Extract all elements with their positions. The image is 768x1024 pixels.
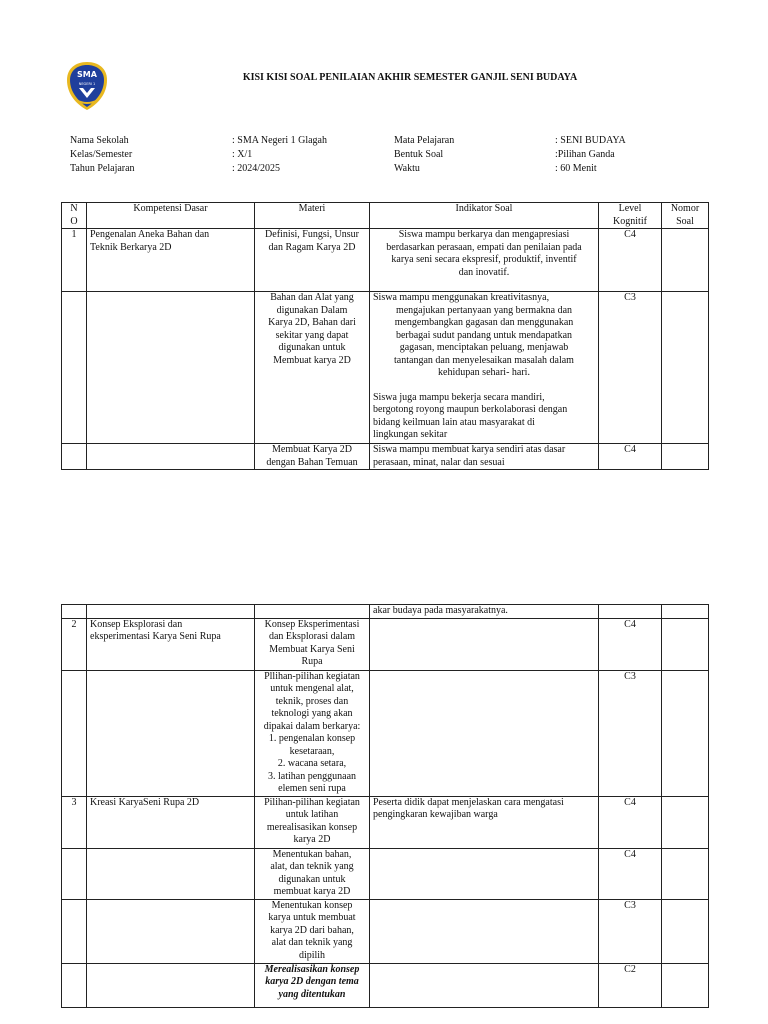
value-tahun-pelajaran: : 2024/2025: [232, 163, 281, 174]
table-row: [62, 796, 709, 848]
materi-cell: Pllihan-pilihan kegiatan untuk mengenal alat, teknik, proses dan teknologi yang akan dipakai dalam berkarya: 1. pengenalan konsep kesetaraan, 2. wacana setara, 3. latihan penggunaan elemen seni rupa: [255, 670, 370, 796]
label-nama-sekolah: Nama Sekolah: [70, 135, 129, 146]
level-cell: C2: [599, 963, 662, 1007]
kompetensi-dasar-cell: Kreasi KaryaSeni Rupa 2D: [87, 796, 255, 848]
row-number: 2: [62, 618, 87, 670]
header-materi: Materi: [255, 203, 370, 229]
kompetensi-dasar-cell: [87, 963, 255, 1007]
header-level-kognitif: Level Kognitif: [599, 203, 662, 229]
table-row: [62, 292, 709, 444]
table-row: [62, 670, 709, 796]
kompetensi-dasar-cell: [87, 292, 255, 444]
kompetensi-dasar-cell: Konsep Eksplorasi dan eksperimentasi Karya Seni Rupa: [87, 618, 255, 670]
kisi-table-page-2: [61, 604, 709, 1008]
kompetensi-dasar-cell: [87, 899, 255, 963]
info-left-values: [232, 134, 327, 176]
level-cell: C4: [599, 229, 662, 292]
kisi-table-page-1: [61, 202, 709, 470]
row-number: 1: [62, 229, 87, 292]
info-left-labels: [70, 134, 135, 176]
label-waktu: Waktu: [394, 163, 420, 174]
label-tahun-pelajaran: Tahun Pelajaran: [70, 163, 135, 174]
value-nama-sekolah: : SMA Negeri 1 Glagah: [232, 135, 327, 146]
nomor-soal-cell: [662, 963, 709, 1007]
indikator-cell: [370, 963, 599, 1007]
level-cell: C3: [599, 292, 662, 444]
document-title: KISI KISI SOAL PENILAIAN AKHIR SEMESTER GANJIL SENI BUDAYA: [242, 72, 578, 83]
row-number: [62, 444, 87, 470]
row-number: [62, 963, 87, 1007]
indikator-cell: Peserta didik dapat menjelaskan cara mengatasi pengingkaran kewajiban warga: [370, 796, 599, 848]
label-mata-pelajaran: Mata Pelajaran: [394, 135, 455, 146]
row-number: 3: [62, 796, 87, 848]
header-indikator-soal: Indikator Soal: [370, 203, 599, 229]
materi-cell: Menentukan bahan, alat, dan teknik yang digunakan untuk membuat karya 2D: [255, 848, 370, 899]
indikator-cell: Siswa mampu menggunakan kreativitasnya, mengajukan pertanyaan yang bermakna dan mengembangkan gagasan dan menggunakan berbagai sudut pandang untuk mendapatkan gagasan, menciptakan peluang, menjawab tantangan dan menyelesaikan masalah dalam kehidupan sehari- hari. Siswa juga mampu bekerja secara mandiri, bergotong royong maupun berkolaborasi dengan bidang keilmuan lain atau masyarakat di lingkungan sekitar: [370, 292, 599, 444]
indikator-cell: Siswa mampu berkarya dan mengapresiasi berdasarkan perasaan, empati dan penilaian pada karya seni secara ekspresif, produktif, inventif dan inovatif.: [370, 229, 599, 292]
level-cell: C3: [599, 670, 662, 796]
indikator-cell: [370, 899, 599, 963]
table-header-row: [62, 203, 709, 229]
indikator-cell: [370, 848, 599, 899]
info-right-values: [555, 134, 626, 176]
materi-cell: Pilihan-pilihan kegiatan untuk latihan merealisasikan konsep karya 2D: [255, 796, 370, 848]
nomor-soal-cell: [662, 848, 709, 899]
level-cell: C4: [599, 618, 662, 670]
materi-cell: Membuat Karya 2D dengan Bahan Temuan: [255, 444, 370, 470]
kompetensi-dasar-cell: [87, 444, 255, 470]
value-bentuk-soal: :Pilihan Ganda: [555, 149, 615, 160]
logo-text: SMA: [77, 70, 97, 79]
kompetensi-dasar-cell: Pengenalan Aneka Bahan dan Teknik Berkarya 2D: [87, 229, 255, 292]
row-number: [62, 292, 87, 444]
table-row: [62, 229, 709, 292]
nomor-soal-cell: [662, 899, 709, 963]
nomor-soal-cell: [662, 292, 709, 444]
header-nomor-soal: Nomor Soal: [662, 203, 709, 229]
label-kelas-semester: Kelas/Semester: [70, 149, 133, 160]
label-bentuk-soal: Bentuk Soal: [394, 149, 444, 160]
table-row: [62, 963, 709, 1007]
header-kompetensi-dasar: Kompetensi Dasar: [87, 203, 255, 229]
level-cell: C4: [599, 444, 662, 470]
materi-cell: Konsep Eksperimentasi dan Eksplorasi dalam Membuat Karya Seni Rupa: [255, 618, 370, 670]
table-row: [62, 899, 709, 963]
level-cell: [599, 605, 662, 619]
table-row: [62, 605, 709, 619]
row-number: [62, 670, 87, 796]
table-row: [62, 618, 709, 670]
table-row: [62, 444, 709, 470]
indikator-cell: akar budaya pada masyarakatnya.: [370, 605, 599, 619]
materi-cell: Bahan dan Alat yang digunakan Dalam Karya 2D, Bahan dari sekitar yang dapat digunakan untuk Membuat karya 2D: [255, 292, 370, 444]
materi-cell: Definisi, Fungsi, Unsur dan Ragam Karya 2D: [255, 229, 370, 292]
value-waktu: : 60 Menit: [555, 163, 597, 174]
nomor-soal-cell: [662, 229, 709, 292]
value-kelas-semester: : X/1: [232, 149, 253, 160]
materi-cell: Menentukan konsep karya untuk membuat karya 2D dari bahan, alat dan teknik yang dipilih: [255, 899, 370, 963]
kompetensi-dasar-cell: [87, 848, 255, 899]
kompetensi-dasar-cell: [87, 670, 255, 796]
header-no: N O: [62, 203, 87, 229]
table-row: [62, 848, 709, 899]
school-logo: [62, 60, 112, 112]
nomor-soal-cell: [662, 605, 709, 619]
nomor-soal-cell: [662, 796, 709, 848]
materi-cell: [255, 605, 370, 619]
info-right-labels: [394, 134, 454, 176]
level-cell: C3: [599, 899, 662, 963]
value-mata-pelajaran: : SENI BUDAYA: [555, 135, 626, 146]
row-number: [62, 605, 87, 619]
nomor-soal-cell: [662, 670, 709, 796]
level-cell: C4: [599, 796, 662, 848]
row-number: [62, 848, 87, 899]
indikator-cell: [370, 670, 599, 796]
nomor-soal-cell: [662, 444, 709, 470]
logo-subtext: NEGERI 1: [78, 82, 96, 86]
nomor-soal-cell: [662, 618, 709, 670]
kompetensi-dasar-cell: [87, 605, 255, 619]
indikator-cell: Siswa mampu membuat karya sendiri atas dasar perasaan, minat, nalar dan sesuai: [370, 444, 599, 470]
level-cell: C4: [599, 848, 662, 899]
row-number: [62, 899, 87, 963]
indikator-cell: [370, 618, 599, 670]
materi-cell: Merealisasikan konsep karya 2D dengan tema yang ditentukan: [255, 963, 370, 1007]
